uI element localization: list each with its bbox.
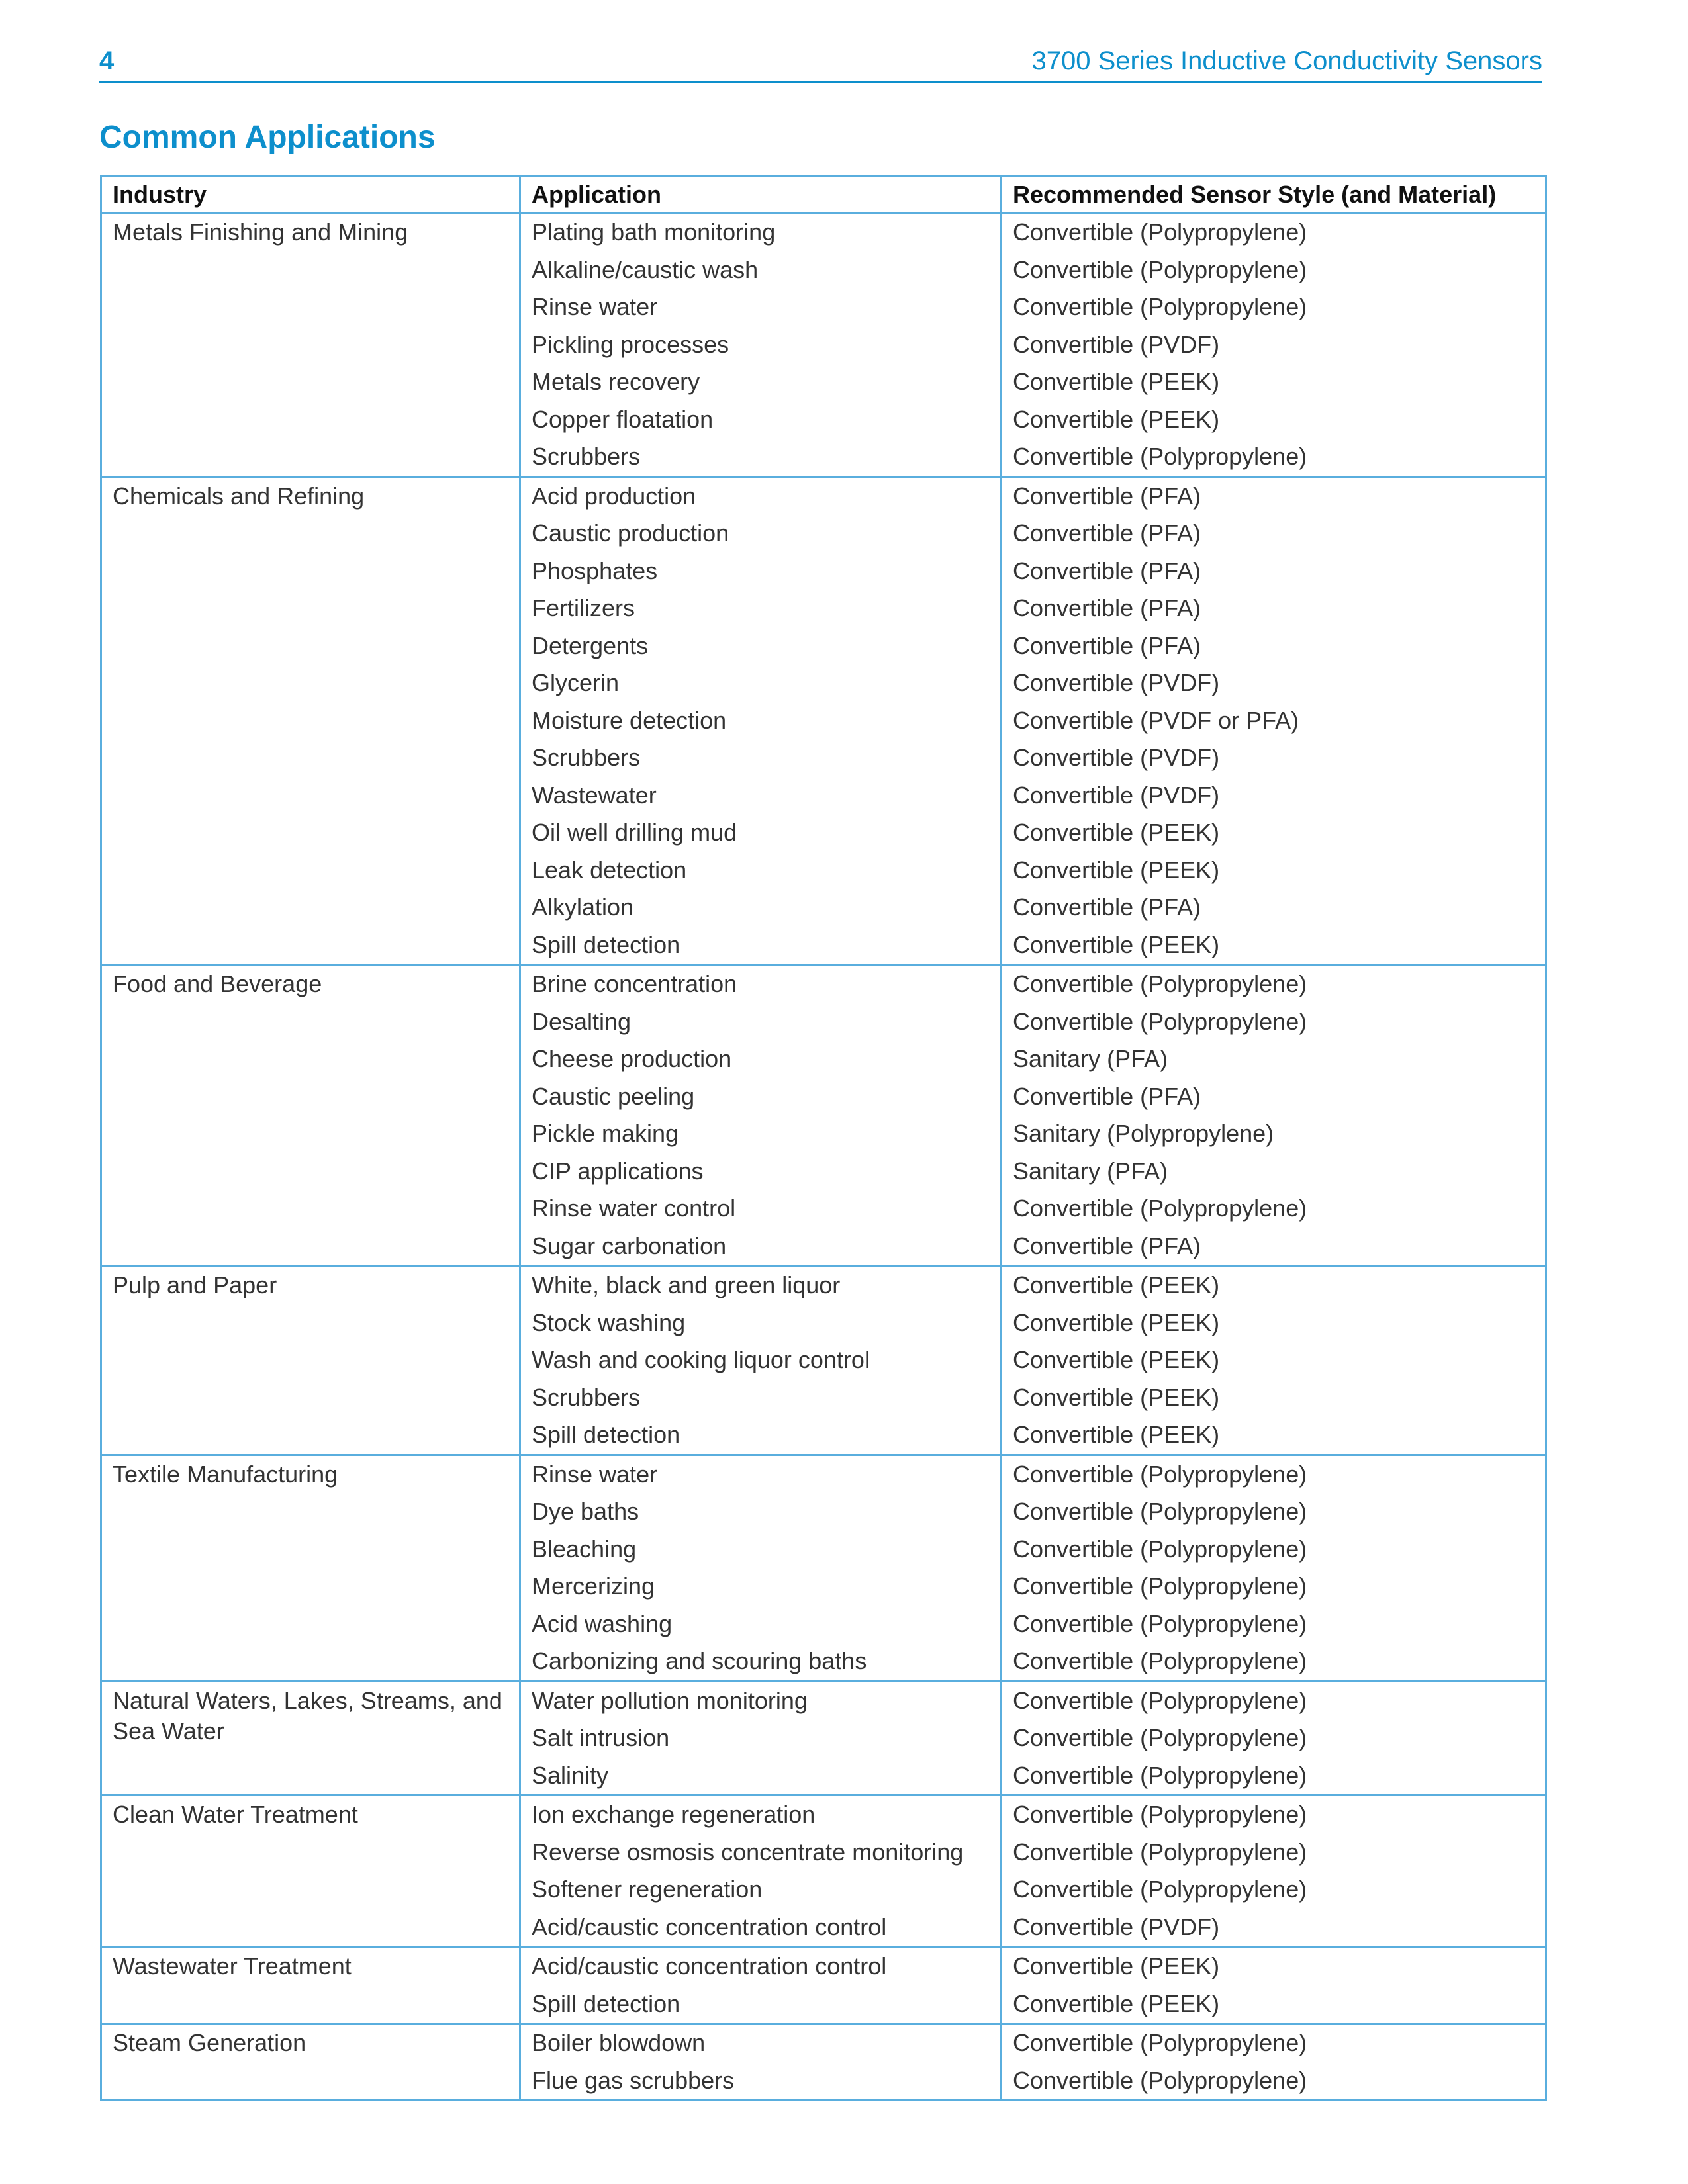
sensor-style-cell: Convertible (Polypropylene) bbox=[1002, 289, 1546, 326]
sensor-style-cell: Convertible (Polypropylene) bbox=[1002, 1796, 1546, 1834]
application-cell: Spill detection bbox=[520, 1416, 1002, 1455]
sensor-style-cell: Convertible (PEEK) bbox=[1002, 1416, 1546, 1455]
application-cell: Salinity bbox=[520, 1757, 1002, 1796]
sensor-style-cell: Convertible (PFA) bbox=[1002, 889, 1546, 927]
sensor-style-cell: Convertible (Polypropylene) bbox=[1002, 1681, 1546, 1719]
sensor-style-cell: Convertible (Polypropylene) bbox=[1002, 1643, 1546, 1681]
column-header-application: Application bbox=[520, 176, 1002, 213]
sensor-style-cell: Convertible (Polypropylene) bbox=[1002, 1003, 1546, 1041]
sensor-style-cell: Convertible (Polypropylene) bbox=[1002, 1568, 1546, 1606]
sensor-style-cell: Convertible (PEEK) bbox=[1002, 1947, 1546, 1985]
application-cell: Pickle making bbox=[520, 1115, 1002, 1153]
sensor-style-cell: Convertible (PEEK) bbox=[1002, 401, 1546, 439]
application-cell: Alkaline/caustic wash bbox=[520, 251, 1002, 289]
table-body bbox=[101, 213, 1546, 2101]
table-row bbox=[101, 1681, 1546, 1719]
industry-cell: Steam Generation bbox=[101, 2024, 520, 2101]
table-row bbox=[101, 965, 1546, 1003]
application-cell: Metals recovery bbox=[520, 363, 1002, 401]
sensor-style-cell: Convertible (PVDF or PFA) bbox=[1002, 702, 1546, 740]
sensor-style-cell: Convertible (PEEK) bbox=[1002, 1379, 1546, 1417]
page-header bbox=[99, 46, 1542, 83]
industry-cell: Natural Waters, Lakes, Streams, and Sea Water bbox=[101, 1681, 520, 1796]
sensor-style-cell: Convertible (PVDF) bbox=[1002, 326, 1546, 364]
application-cell: Phosphates bbox=[520, 553, 1002, 590]
application-cell: Acid production bbox=[520, 477, 1002, 515]
table-header bbox=[101, 176, 1546, 213]
application-cell: Brine concentration bbox=[520, 965, 1002, 1003]
sensor-style-cell: Convertible (Polypropylene) bbox=[1002, 438, 1546, 477]
sensor-style-cell: Convertible (PEEK) bbox=[1002, 927, 1546, 965]
application-cell: Caustic production bbox=[520, 515, 1002, 553]
application-cell: Copper floatation bbox=[520, 401, 1002, 439]
sensor-style-cell: Convertible (Polypropylene) bbox=[1002, 2062, 1546, 2101]
application-cell: Acid washing bbox=[520, 1606, 1002, 1643]
application-cell: Spill detection bbox=[520, 1985, 1002, 2024]
sensor-style-cell: Convertible (PFA) bbox=[1002, 590, 1546, 627]
table-row bbox=[101, 1455, 1546, 1493]
sensor-style-cell: Convertible (PFA) bbox=[1002, 627, 1546, 665]
application-cell: Wastewater bbox=[520, 777, 1002, 815]
sensor-style-cell: Convertible (Polypropylene) bbox=[1002, 1719, 1546, 1757]
application-cell: Spill detection bbox=[520, 927, 1002, 965]
industry-cell: Chemicals and Refining bbox=[101, 477, 520, 965]
application-cell: Reverse osmosis concentrate monitoring bbox=[520, 1834, 1002, 1872]
table-row bbox=[101, 1796, 1546, 1834]
sensor-style-cell: Sanitary (PFA) bbox=[1002, 1040, 1546, 1078]
application-cell: Dye baths bbox=[520, 1493, 1002, 1531]
sensor-style-cell: Convertible (Polypropylene) bbox=[1002, 965, 1546, 1003]
application-cell: Boiler blowdown bbox=[520, 2024, 1002, 2062]
sensor-style-cell: Convertible (Polypropylene) bbox=[1002, 1834, 1546, 1872]
sensor-style-cell: Convertible (Polypropylene) bbox=[1002, 1493, 1546, 1531]
table-row bbox=[101, 1947, 1546, 1985]
application-cell: Alkylation bbox=[520, 889, 1002, 927]
application-cell: Stock washing bbox=[520, 1304, 1002, 1342]
application-cell: Softener regeneration bbox=[520, 1871, 1002, 1909]
sensor-style-cell: Convertible (PFA) bbox=[1002, 477, 1546, 515]
application-cell: Salt intrusion bbox=[520, 1719, 1002, 1757]
application-cell: Caustic peeling bbox=[520, 1078, 1002, 1116]
application-cell: Detergents bbox=[520, 627, 1002, 665]
application-cell: Glycerin bbox=[520, 664, 1002, 702]
sensor-style-cell: Convertible (PFA) bbox=[1002, 515, 1546, 553]
application-cell: Oil well drilling mud bbox=[520, 814, 1002, 852]
sensor-style-cell: Convertible (Polypropylene) bbox=[1002, 251, 1546, 289]
sensor-style-cell: Convertible (Polypropylene) bbox=[1002, 1757, 1546, 1796]
application-cell: Rinse water bbox=[520, 289, 1002, 326]
application-cell: Fertilizers bbox=[520, 590, 1002, 627]
table-row bbox=[101, 213, 1546, 251]
sensor-style-cell: Convertible (PEEK) bbox=[1002, 852, 1546, 889]
sensor-style-cell: Convertible (PFA) bbox=[1002, 1228, 1546, 1266]
sensor-style-cell: Convertible (PVDF) bbox=[1002, 777, 1546, 815]
sensor-style-cell: Convertible (PVDF) bbox=[1002, 739, 1546, 777]
application-cell: Plating bath monitoring bbox=[520, 213, 1002, 251]
sensor-style-cell: Convertible (PEEK) bbox=[1002, 1985, 1546, 2024]
application-cell: Bleaching bbox=[520, 1531, 1002, 1569]
document-title: 3700 Series Inductive Conductivity Sensors bbox=[1031, 46, 1542, 75]
sensor-style-cell: Convertible (PEEK) bbox=[1002, 814, 1546, 852]
sensor-style-cell: Convertible (PEEK) bbox=[1002, 1342, 1546, 1379]
application-cell: Water pollution monitoring bbox=[520, 1681, 1002, 1719]
application-cell: Rinse water bbox=[520, 1455, 1002, 1493]
application-cell: Ion exchange regeneration bbox=[520, 1796, 1002, 1834]
application-cell: White, black and green liquor bbox=[520, 1266, 1002, 1304]
sensor-style-cell: Convertible (PFA) bbox=[1002, 1078, 1546, 1116]
industry-cell: Wastewater Treatment bbox=[101, 1947, 520, 2024]
table-row bbox=[101, 1266, 1546, 1304]
column-header-industry: Industry bbox=[101, 176, 520, 213]
sensor-style-cell: Convertible (Polypropylene) bbox=[1002, 213, 1546, 251]
application-cell: Pickling processes bbox=[520, 326, 1002, 364]
application-cell: Desalting bbox=[520, 1003, 1002, 1041]
application-cell: Moisture detection bbox=[520, 702, 1002, 740]
sensor-style-cell: Convertible (PEEK) bbox=[1002, 363, 1546, 401]
application-cell: Leak detection bbox=[520, 852, 1002, 889]
table-row bbox=[101, 2024, 1546, 2062]
sensor-style-cell: Sanitary (Polypropylene) bbox=[1002, 1115, 1546, 1153]
section-title: Common Applications bbox=[99, 120, 436, 155]
application-cell: Flue gas scrubbers bbox=[520, 2062, 1002, 2101]
sensor-style-cell: Convertible (PEEK) bbox=[1002, 1304, 1546, 1342]
industry-cell: Pulp and Paper bbox=[101, 1266, 520, 1455]
sensor-style-cell: Convertible (Polypropylene) bbox=[1002, 1531, 1546, 1569]
application-cell: CIP applications bbox=[520, 1153, 1002, 1191]
page-number: 4 bbox=[99, 46, 115, 75]
sensor-style-cell: Convertible (Polypropylene) bbox=[1002, 1190, 1546, 1228]
application-cell: Cheese production bbox=[520, 1040, 1002, 1078]
application-cell: Scrubbers bbox=[520, 438, 1002, 477]
industry-cell: Clean Water Treatment bbox=[101, 1796, 520, 1947]
application-cell: Rinse water control bbox=[520, 1190, 1002, 1228]
application-cell: Acid/caustic concentration control bbox=[520, 1947, 1002, 1985]
sensor-style-cell: Convertible (PVDF) bbox=[1002, 664, 1546, 702]
industry-cell: Food and Beverage bbox=[101, 965, 520, 1266]
sensor-style-cell: Convertible (PVDF) bbox=[1002, 1909, 1546, 1947]
application-cell: Mercerizing bbox=[520, 1568, 1002, 1606]
sensor-style-cell: Convertible (Polypropylene) bbox=[1002, 1455, 1546, 1493]
applications-table bbox=[100, 175, 1547, 2101]
sensor-style-cell: Convertible (Polypropylene) bbox=[1002, 1871, 1546, 1909]
column-header-sensor-style: Recommended Sensor Style (and Material) bbox=[1002, 176, 1546, 213]
application-cell: Sugar carbonation bbox=[520, 1228, 1002, 1266]
application-cell: Scrubbers bbox=[520, 739, 1002, 777]
sensor-style-cell: Convertible (PEEK) bbox=[1002, 1266, 1546, 1304]
industry-cell: Metals Finishing and Mining bbox=[101, 213, 520, 477]
application-cell: Carbonizing and scouring baths bbox=[520, 1643, 1002, 1681]
header-row bbox=[101, 176, 1546, 213]
sensor-style-cell: Convertible (PFA) bbox=[1002, 553, 1546, 590]
sensor-style-cell: Convertible (Polypropylene) bbox=[1002, 1606, 1546, 1643]
application-cell: Acid/caustic concentration control bbox=[520, 1909, 1002, 1947]
application-cell: Wash and cooking liquor control bbox=[520, 1342, 1002, 1379]
table-row bbox=[101, 477, 1546, 515]
application-cell: Scrubbers bbox=[520, 1379, 1002, 1417]
sensor-style-cell: Convertible (Polypropylene) bbox=[1002, 2024, 1546, 2062]
industry-cell: Textile Manufacturing bbox=[101, 1455, 520, 1681]
sensor-style-cell: Sanitary (PFA) bbox=[1002, 1153, 1546, 1191]
